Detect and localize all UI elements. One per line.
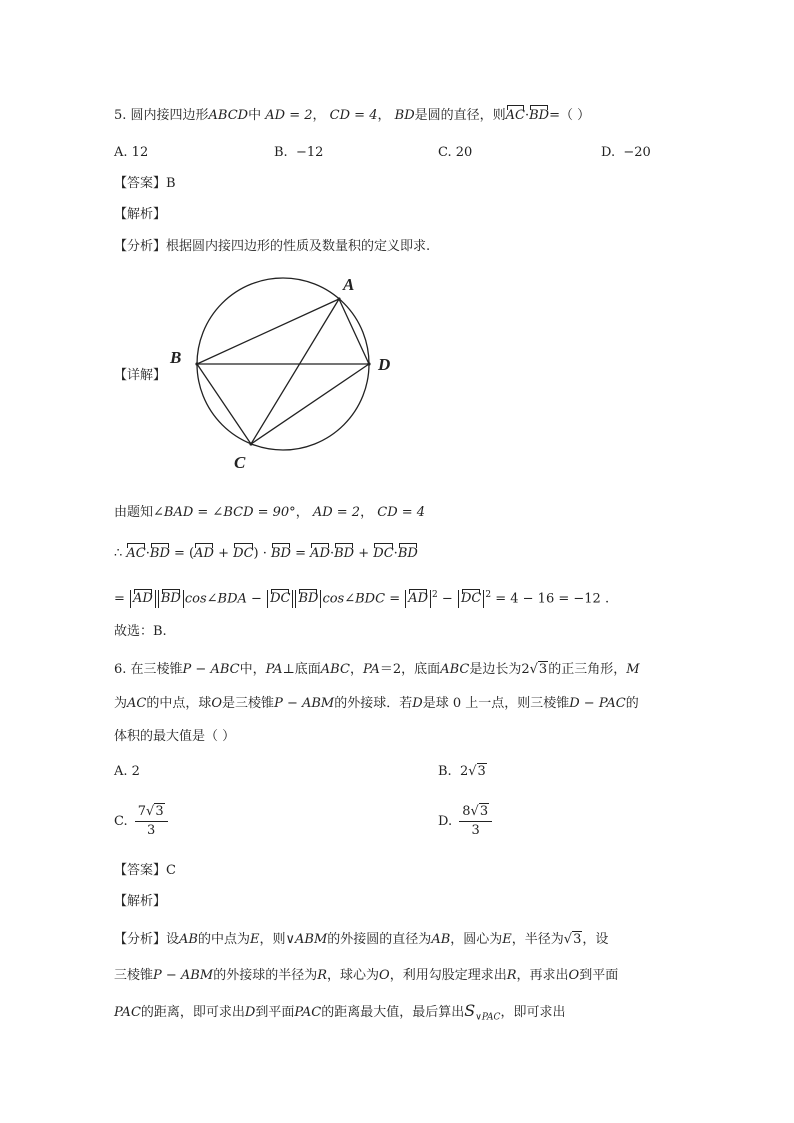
q6-stem-line3 bbox=[114, 727, 235, 747]
q6-stem-line1 bbox=[114, 660, 640, 680]
fenxi-text: 根据圆内接四边形的性质及数量积的定义即求. bbox=[166, 239, 431, 254]
q5-cond-ad: AD = 2 bbox=[265, 108, 313, 123]
q6-option-d bbox=[438, 802, 495, 842]
option-label: B. bbox=[274, 145, 288, 160]
label-c: C bbox=[234, 453, 246, 472]
q6-text: 的正三角形， bbox=[548, 662, 627, 677]
radicand: 3 bbox=[479, 804, 489, 819]
label-a: A bbox=[343, 275, 355, 294]
sqrt-symbol: √3 bbox=[468, 764, 486, 779]
vector-magnitude: AD bbox=[133, 591, 153, 607]
q5-blank: =（ ） bbox=[549, 108, 591, 123]
option-value: −20 bbox=[623, 145, 651, 160]
segment-ba bbox=[197, 299, 339, 364]
q6-math: PA bbox=[362, 662, 380, 677]
sol-ad: AD = 2 bbox=[312, 505, 361, 520]
q6-fenxi-line2 bbox=[114, 966, 618, 986]
q6-text: ＝2，底面 bbox=[379, 662, 441, 677]
sol-sep: ， bbox=[360, 505, 374, 520]
option-label: A. bbox=[114, 764, 128, 779]
circle-quadrilateral-figure bbox=[160, 268, 410, 478]
math-op: = bbox=[114, 591, 125, 607]
q6-math: ABC bbox=[440, 662, 470, 677]
vector: BD bbox=[334, 544, 354, 564]
cos-term: cos∠BDC bbox=[322, 591, 386, 607]
q6-math: AC bbox=[127, 696, 147, 711]
radicand: 3 bbox=[477, 764, 486, 779]
vector: DC bbox=[373, 544, 393, 564]
sol-cd: CD = 4 bbox=[377, 505, 426, 520]
detail-tag: 【详解】 bbox=[114, 368, 167, 383]
math-op: = bbox=[295, 546, 307, 561]
math-op: − bbox=[251, 591, 262, 607]
q6-math: D bbox=[244, 1005, 256, 1020]
q6-text: 的距离，即可求出 bbox=[140, 1005, 245, 1020]
q5-vector-ac: AC bbox=[506, 106, 525, 126]
q5-option-c bbox=[438, 143, 472, 163]
q5-stem-text: 中 bbox=[248, 108, 262, 123]
q6-text: 是球 0 上一点，则三棱锥 bbox=[422, 696, 570, 711]
vector: DC bbox=[233, 544, 253, 564]
analysis-tag: 【解析】 bbox=[114, 894, 167, 909]
dot: · bbox=[329, 546, 335, 561]
option-value: −12 bbox=[295, 145, 324, 160]
q6-option-a bbox=[114, 762, 140, 782]
option-value: 2 bbox=[459, 764, 469, 779]
sqrt-symbol: √3 bbox=[529, 662, 548, 677]
q6-analysis bbox=[114, 892, 166, 912]
q6-text: 为 bbox=[114, 696, 128, 711]
dot: · bbox=[393, 546, 398, 561]
option-label: D. bbox=[601, 145, 616, 160]
q6-fenxi-line3 bbox=[114, 1001, 565, 1028]
q6-text: 设 bbox=[166, 932, 180, 947]
area-subscript: ∨PAC bbox=[475, 1012, 501, 1023]
q5-sep: ， bbox=[312, 108, 326, 123]
q6-math: ∨ABM bbox=[285, 932, 328, 947]
q6-text: ，设 bbox=[582, 932, 609, 947]
q6-math: P − ABM bbox=[274, 696, 335, 711]
vector-magnitude: AD bbox=[408, 591, 429, 607]
q6-text: ，圆心为 bbox=[450, 932, 503, 947]
answer-value: B bbox=[166, 176, 176, 191]
q6-math: D bbox=[412, 696, 423, 711]
q6-math: PAC bbox=[294, 1005, 322, 1020]
q6-text: 体积的最大值是（ ） bbox=[114, 729, 236, 744]
fenxi-tag: 【分析】 bbox=[114, 932, 167, 947]
analysis-tag: 【解析】 bbox=[114, 207, 167, 222]
radicand: 3 bbox=[538, 662, 548, 677]
cos-term: cos∠BDA bbox=[184, 591, 247, 607]
q5-solution-line1 bbox=[114, 503, 425, 523]
q6-text: 的 bbox=[625, 696, 639, 711]
q6-text: ，即可求出 bbox=[500, 1005, 566, 1020]
q5-stem-text: 5. 圆内接四边形 bbox=[114, 108, 209, 123]
vector: AC bbox=[126, 544, 145, 564]
q6-math: PAC bbox=[114, 1005, 141, 1020]
sol-result: = 4 − 16 = −12 . bbox=[495, 591, 610, 607]
point-b bbox=[195, 362, 198, 365]
q6-math: O bbox=[379, 968, 390, 983]
q5-stem-text: 是圆的直径，则 bbox=[414, 108, 506, 123]
math-op: = bbox=[389, 591, 401, 607]
q6-text: ，则 bbox=[259, 932, 286, 947]
radicand: 3 bbox=[155, 804, 164, 819]
option-label: D. bbox=[438, 814, 453, 829]
q6-stem-line2 bbox=[114, 694, 639, 714]
q5-stem bbox=[114, 106, 590, 126]
math-op: ) · bbox=[253, 546, 267, 561]
q5-solution-line2 bbox=[114, 544, 418, 564]
q6-text: 的外接球．若 bbox=[334, 696, 413, 711]
q5-option-a bbox=[114, 143, 148, 163]
q5-cond-cd: CD = 4 bbox=[329, 108, 378, 123]
q6-math: M bbox=[626, 662, 640, 677]
radicand: 3 bbox=[573, 932, 582, 947]
q6-text: 到平面 bbox=[579, 968, 619, 983]
point-c bbox=[249, 442, 252, 445]
vector-magnitude: DC bbox=[270, 591, 291, 607]
q5-bd: BD bbox=[394, 108, 415, 123]
q6-math: AB bbox=[431, 932, 451, 947]
q5-sep: ， bbox=[377, 108, 391, 123]
sol-angles: ∠BAD = ∠BCD = 90° bbox=[153, 505, 296, 520]
math-op: − bbox=[441, 591, 453, 607]
vector-magnitude: BD bbox=[160, 591, 181, 607]
conclusion-text: 故选：B. bbox=[114, 624, 167, 639]
q6-text: 的外接球的半径为 bbox=[213, 968, 318, 983]
sqrt-symbol: √3 bbox=[146, 804, 164, 819]
q6-text: ，球心为 bbox=[327, 968, 380, 983]
fenxi-tag: 【分析】 bbox=[114, 239, 167, 254]
q6-math: P − ABM bbox=[153, 968, 214, 983]
q6-math: E bbox=[250, 932, 260, 947]
vector: AD bbox=[194, 544, 214, 564]
q6-math: E bbox=[502, 932, 512, 947]
q6-math: O bbox=[568, 968, 580, 983]
q6-text: ，利用勾股定理求出 bbox=[389, 968, 507, 983]
option-label: B. bbox=[438, 764, 452, 779]
option-label: C. bbox=[114, 814, 128, 829]
q5-fenxi bbox=[114, 237, 430, 257]
q6-math: R bbox=[506, 968, 517, 983]
sol-text: 由题知 bbox=[114, 505, 154, 520]
q6-math: P − ABC bbox=[182, 662, 240, 677]
vector-magnitude: DC bbox=[460, 591, 482, 607]
exponent: 2 bbox=[485, 590, 492, 600]
therefore-symbol: ∴ bbox=[114, 546, 123, 561]
q6-text: 的距离最大值，最后算出 bbox=[321, 1005, 465, 1020]
q6-math: PA⊥ bbox=[265, 662, 295, 677]
q6-text: ， bbox=[349, 662, 363, 677]
q6-text: 的中点为 bbox=[197, 932, 250, 947]
q5-vector-bd: BD bbox=[529, 106, 549, 126]
q6-text: 的中点，球 bbox=[146, 696, 212, 711]
option-value: 12 bbox=[131, 145, 149, 160]
exponent: 2 bbox=[432, 590, 438, 600]
denominator: 3 bbox=[471, 823, 480, 838]
q6-text: 是边长为 bbox=[469, 662, 522, 677]
answer-value: C bbox=[166, 863, 176, 878]
q6-text: 的外接圆的直径为 bbox=[327, 932, 432, 947]
vector-magnitude: BD bbox=[298, 591, 319, 607]
fraction bbox=[459, 803, 492, 840]
point-a bbox=[337, 297, 340, 300]
q6-text: 中， bbox=[239, 662, 266, 677]
sol-sep: ， bbox=[295, 505, 309, 520]
vector: BD bbox=[150, 544, 170, 564]
q6-text: 三棱锥 bbox=[114, 968, 154, 983]
q6-option-c bbox=[114, 802, 171, 842]
q6-text: 底面 bbox=[294, 662, 321, 677]
point-d bbox=[367, 362, 370, 365]
area-symbol: S bbox=[464, 1001, 476, 1020]
vector: BD bbox=[398, 544, 418, 564]
fraction bbox=[135, 803, 168, 840]
segment-ad bbox=[339, 299, 369, 364]
segment-bc bbox=[197, 364, 251, 444]
option-label: C. bbox=[438, 145, 452, 160]
numerator: 8 bbox=[462, 804, 471, 819]
option-label: A. bbox=[114, 145, 128, 160]
q6-math: D − PAC bbox=[569, 696, 626, 711]
q6-option-b bbox=[438, 762, 487, 782]
denominator: 3 bbox=[147, 823, 156, 838]
q5-dot: · bbox=[524, 108, 530, 123]
q5-option-d bbox=[601, 143, 651, 163]
q6-math: 2 bbox=[521, 662, 530, 677]
math-op: = ( bbox=[174, 546, 195, 561]
q6-math: R bbox=[317, 968, 327, 983]
q5-detail-tag bbox=[114, 366, 166, 386]
answer-tag: 【答案】 bbox=[114, 176, 167, 191]
q6-math: ABC bbox=[320, 662, 350, 677]
sqrt-symbol: √3 bbox=[470, 804, 489, 819]
answer-tag: 【答案】 bbox=[114, 863, 167, 878]
vector: AD bbox=[310, 544, 330, 564]
numerator: 7 bbox=[137, 804, 147, 819]
vector: BD bbox=[271, 544, 291, 564]
label-b: B bbox=[170, 348, 182, 367]
q6-text: 6. 在三棱锥 bbox=[114, 662, 183, 677]
q5-answer bbox=[114, 174, 176, 194]
sqrt-symbol: √3 bbox=[563, 932, 582, 947]
segment-ac bbox=[251, 299, 339, 444]
q6-text: 到平面 bbox=[255, 1005, 295, 1020]
q6-text: ，半径为 bbox=[511, 932, 564, 947]
q6-math: AB bbox=[179, 932, 198, 947]
q5-quad: ABCD bbox=[208, 108, 249, 123]
math-op: + bbox=[218, 546, 229, 561]
segment-cd bbox=[251, 364, 369, 444]
q6-text: ，再求出 bbox=[516, 968, 569, 983]
q5-analysis bbox=[114, 205, 166, 225]
q5-solution-line3 bbox=[114, 585, 609, 609]
label-d: D bbox=[378, 355, 391, 374]
q6-fenxi-line1 bbox=[114, 930, 608, 950]
q6-text: 是三棱锥 bbox=[222, 696, 275, 711]
option-value: 2 bbox=[131, 764, 140, 779]
math-op: + bbox=[358, 546, 370, 561]
q5-option-b bbox=[274, 143, 323, 163]
q6-math: O bbox=[211, 696, 223, 711]
q6-answer bbox=[114, 861, 176, 881]
dot: · bbox=[145, 546, 150, 561]
q5-conclusion bbox=[114, 622, 167, 642]
option-value: 20 bbox=[455, 145, 473, 160]
